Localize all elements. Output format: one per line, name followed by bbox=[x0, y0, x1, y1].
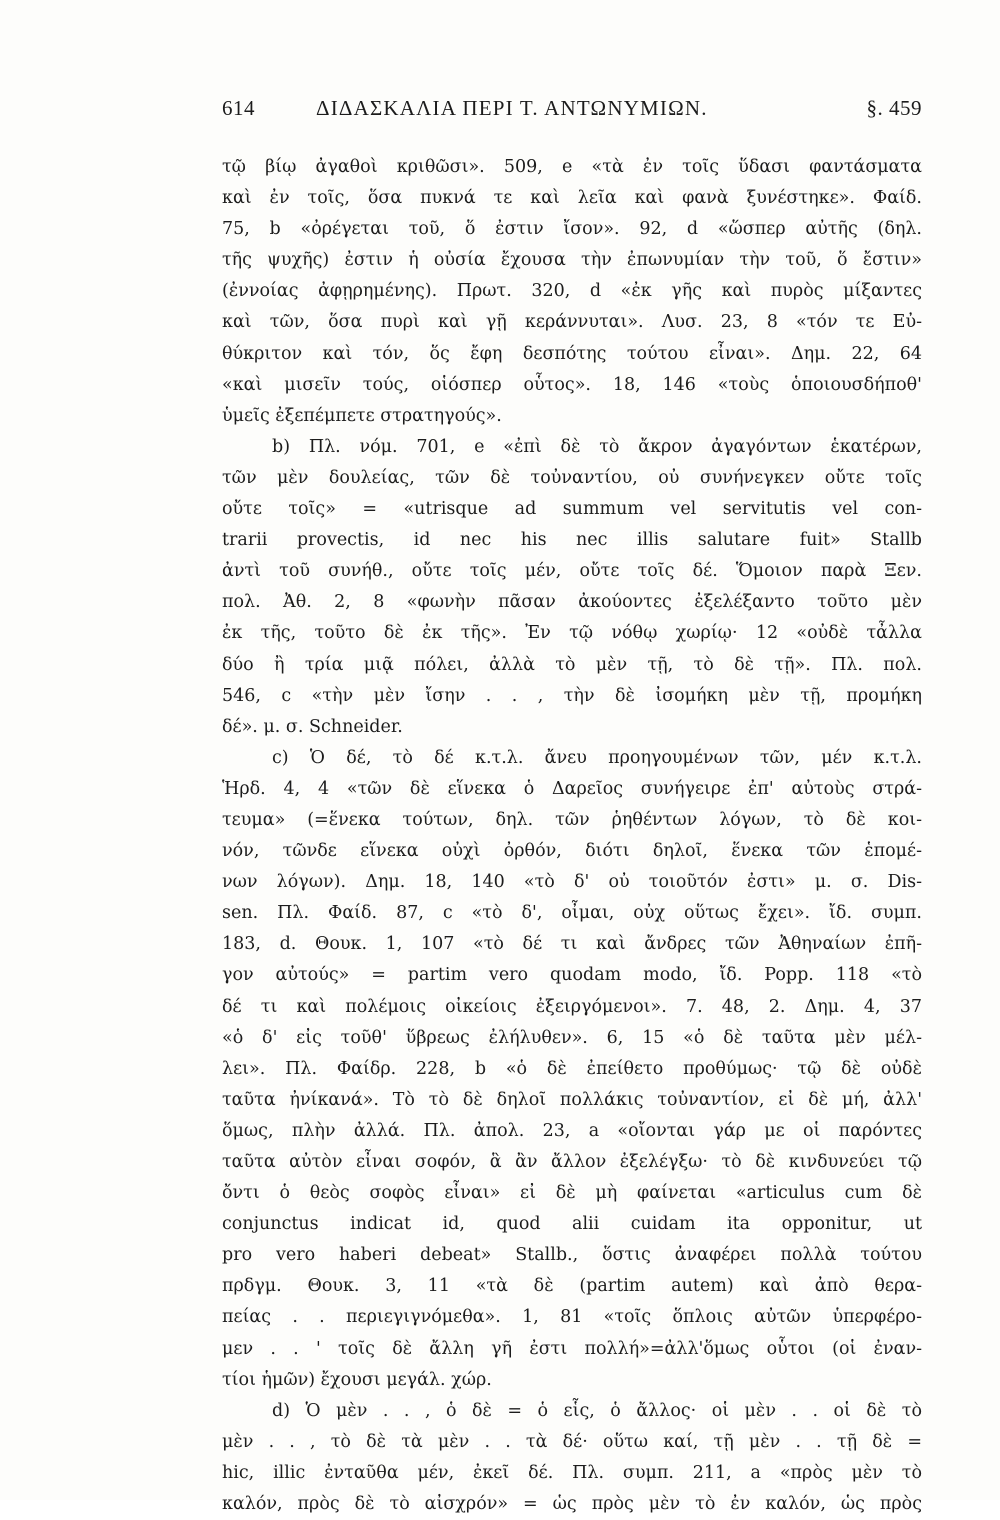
text-line: ταῦτα ἠνίκανά». Τὸ τὸ δὲ δηλοῖ πολλάκις τοὐναντίον, εἰ δὲ μή, ἀλλ' bbox=[222, 1089, 922, 1110]
text-line: 183, d. Θουκ. 1, 107 «τὸ δέ τι καὶ ἄνδρες τῶν Ἀθηναίων ἐπῆ- bbox=[222, 934, 922, 955]
text-line: τῆς ψυχῆς) ἐστιν ἡ οὐσία ἔχουσα τὴν ἐπωνυμίαν τὴν τοῦ, ὅ ἔστιν» bbox=[222, 250, 922, 271]
text-body bbox=[222, 152, 922, 1520]
text-line: «καὶ μισεῖν τούς, οἱόσπερ οὗτος». 18, 146 «τοὺς ὁποιουσδήποθ' bbox=[222, 374, 922, 395]
text-line: ὑμεῖς ἐξεπέμπετε στρατηγούς». bbox=[222, 405, 502, 426]
text-line: ἀντὶ τοῦ συνήθ., οὔτε τοῖς μέν, οὔτε τοῖς δέ. Ὅμοιον παρὰ Ξεν. bbox=[222, 561, 922, 582]
text-line: τίοι ἡμῶν) ἔχουσι μεγάλ. χώρ. bbox=[222, 1369, 492, 1390]
text-line: τῶν μὲν δουλείας, τῶν δὲ τοὐναντίου, οὐ συνήνεγκεν οὔτε τοῖς bbox=[222, 467, 922, 488]
text-line: πρδγμ. Θουκ. 3, 11 «τὰ δὲ (partim autem) καὶ ἀπὸ θερα- bbox=[222, 1276, 922, 1297]
text-line: δέ». μ. σ. Schneider. bbox=[222, 716, 403, 737]
text-line: καὶ ἐν τοῖς, ὅσα πυκνά τε καὶ λεῖα καὶ φανὰ ξυνέστηκε». Φαίδ. bbox=[222, 188, 922, 209]
text-line: d) Ὁ μὲν . . , ὁ δὲ = ὁ εἷς, ὁ ἄλλος· οἱ μὲν . . οἱ δὲ τὸ bbox=[272, 1400, 922, 1421]
text-line: trarii provectis, id nec his nec illis salutare fuit» Stallb bbox=[222, 530, 922, 551]
section-number: §. 459 bbox=[866, 96, 922, 120]
text-line: «ὁ δ' εἰς τοῦθ' ὕβρεως ἐλήλυθεν». 6, 15 «ὁ δὲ ταῦτα μὲν μέλ- bbox=[222, 1027, 922, 1048]
text-line: θύκριτον καὶ τόν, ὅς ἔφη δεσπότης τούτου εἶναι». Δημ. 22, 64 bbox=[222, 343, 922, 364]
text-line: Ἡρδ. 4, 4 «τῶν δὲ εἵνεκα ὁ Δαρεῖος συνήγειρε ἐπ' αὐτοὺς στρά- bbox=[222, 778, 922, 799]
running-header bbox=[222, 96, 922, 136]
text-line: conjunctus indicat id, quod alii cuidam ita opponitur, ut bbox=[222, 1214, 922, 1235]
text-line: pro vero haberi debeat» Stallb., ὅστις ἀναφέρει πολλὰ τούτου bbox=[222, 1245, 922, 1266]
text-line: γον αὐτούς» = partim vero quodam modo, ἴδ. Popp. 118 «τὸ bbox=[222, 965, 922, 986]
text-line: πείας . . περιεγιγνόμεθα». 1, 81 «τοῖς ὅπλοις αὐτῶν ὑπερφέρο- bbox=[222, 1307, 922, 1328]
text-line: μεν . . ' τοῖς δὲ ἄλλη γῆ ἐστι πολλή»=ἀλλ'ὅμως οὗτοι (οἱ ἐναν- bbox=[222, 1338, 922, 1359]
text-line: δέ τι καὶ πολέμοις οἰκείοις ἐξειργόμενοι». 7. 48, 2. Δημ. 4, 37 bbox=[222, 996, 922, 1017]
text-line: καλόν, πρὸς δὲ τὸ αἰσχρόν» = ὡς πρὸς μὲν τὸ ἐν καλόν, ὡς πρὸς bbox=[222, 1494, 922, 1515]
text-line: ὅμως, πλὴν ἀλλά. Πλ. ἀπολ. 23, a «οἴονται γάρ με οἱ παρόντες bbox=[222, 1120, 922, 1141]
text-line: καὶ τῶν, ὅσα πυρὶ καὶ γῇ κεράννυται». Λυσ. 23, 8 «τόν τε Εὐ- bbox=[222, 312, 922, 333]
text-line: sen. Πλ. Φαίδ. 87, c «τὸ δ', οἶμαι, οὐχ οὕτως ἔχει». ἴδ. συμπ. bbox=[222, 903, 922, 924]
text-line: ταῦτα αὐτὸν εἶναι σοφόν, ἃ ἂν ἄλλον ἐξελέγξω· τὸ δὲ κινδυνεύει τῷ bbox=[222, 1152, 922, 1172]
text-line: (ἐννοίας ἀφῃρημένης). Πρωτ. 320, d «ἐκ γῆς καὶ πυρὸς μίξαντες bbox=[222, 281, 922, 302]
running-title: ΔΙΔΑΣΚΑΛΙΑ ΠΕΡΙ Τ. ΑΝΤΩΝΥΜΙΩΝ. bbox=[316, 96, 708, 120]
text-line: νων λόγων). Δημ. 18, 140 «τὸ δ' οὐ τοιοῦτόν ἐστι» μ. σ. Dis- bbox=[222, 872, 922, 893]
page-number: 614 bbox=[222, 96, 255, 120]
text-line: ὄντι ὁ θεὸς σοφὸς εἶναι» εἰ δὲ μὴ φαίνεται «articulus cum δὲ bbox=[222, 1183, 922, 1204]
text-line: 546, c «τὴν μὲν ἴσην . . , τὴν δὲ ἰσομήκη μὲν τῇ, προμήκη bbox=[222, 685, 922, 706]
text-line: b) Πλ. νόμ. 701, e «ἐπὶ δὲ τὸ ἄκρον ἀγαγόντων ἑκατέρων, bbox=[272, 436, 922, 457]
text-line: λει». Πλ. Φαίδρ. 228, b «ὁ δὲ ἐπείθετο προθύμως· τῷ δὲ οὐδὲ bbox=[222, 1058, 922, 1079]
text-line: μὲν . . , τὸ δὲ τὰ μὲν . . τὰ δέ· οὕτω καί, τῇ μὲν . . τῇ δὲ = bbox=[222, 1431, 922, 1452]
text-line: δύο ἢ τρία μιᾷ πόλει, ἀλλὰ τὸ μὲν τῇ, τὸ δὲ τῇ». Πλ. πολ. bbox=[222, 654, 922, 675]
text-line: c) Ὁ δέ, τὸ δέ κ.τ.λ. ἄνευ προηγουμένων τῶν, μέν κ.τ.λ. bbox=[272, 747, 922, 768]
text-line: ἐκ τῆς, τοῦτο δὲ ἐκ τῆς». Ἐν τῷ νόθῳ χωρίῳ· 12 «οὐδὲ τἆλλα bbox=[222, 623, 922, 644]
text-line: 75, b «ὀρέγεται τοῦ, ὅ ἐστιν ἴσον». 92, d «ὥσπερ αὐτῆς (δηλ. bbox=[222, 219, 922, 240]
text-line: τῷ βίῳ ἀγαθοὶ κριθῶσι». 509, e «τὰ ἐν τοῖς ὕδασι φαντάσματα bbox=[222, 157, 922, 177]
text-line: νόν, τῶνδε εἵνεκα οὐχὶ ὀρθόν, διότι δηλοῖ, ἕνεκα τῶν ἑπομέ- bbox=[222, 841, 922, 862]
text-line: τευμα» (=ἕνεκα τούτων, δηλ. τῶν ῥηθέντων λόγων, τὸ δὲ κοι- bbox=[222, 809, 922, 830]
text-line: οὔτε τοῖς» = «utrisque ad summum vel servitutis vel con- bbox=[222, 499, 922, 520]
text-line: hic, illic ἐνταῦθα μέν, ἐκεῖ δέ. Πλ. συμπ. 211, a «πρὸς μὲν τὸ bbox=[222, 1462, 922, 1483]
text-line: πολ. Ἀθ. 2, 8 «φωνὴν πᾶσαν ἀκούοντες ἐξελέξαντο τοῦτο μὲν bbox=[222, 592, 922, 613]
